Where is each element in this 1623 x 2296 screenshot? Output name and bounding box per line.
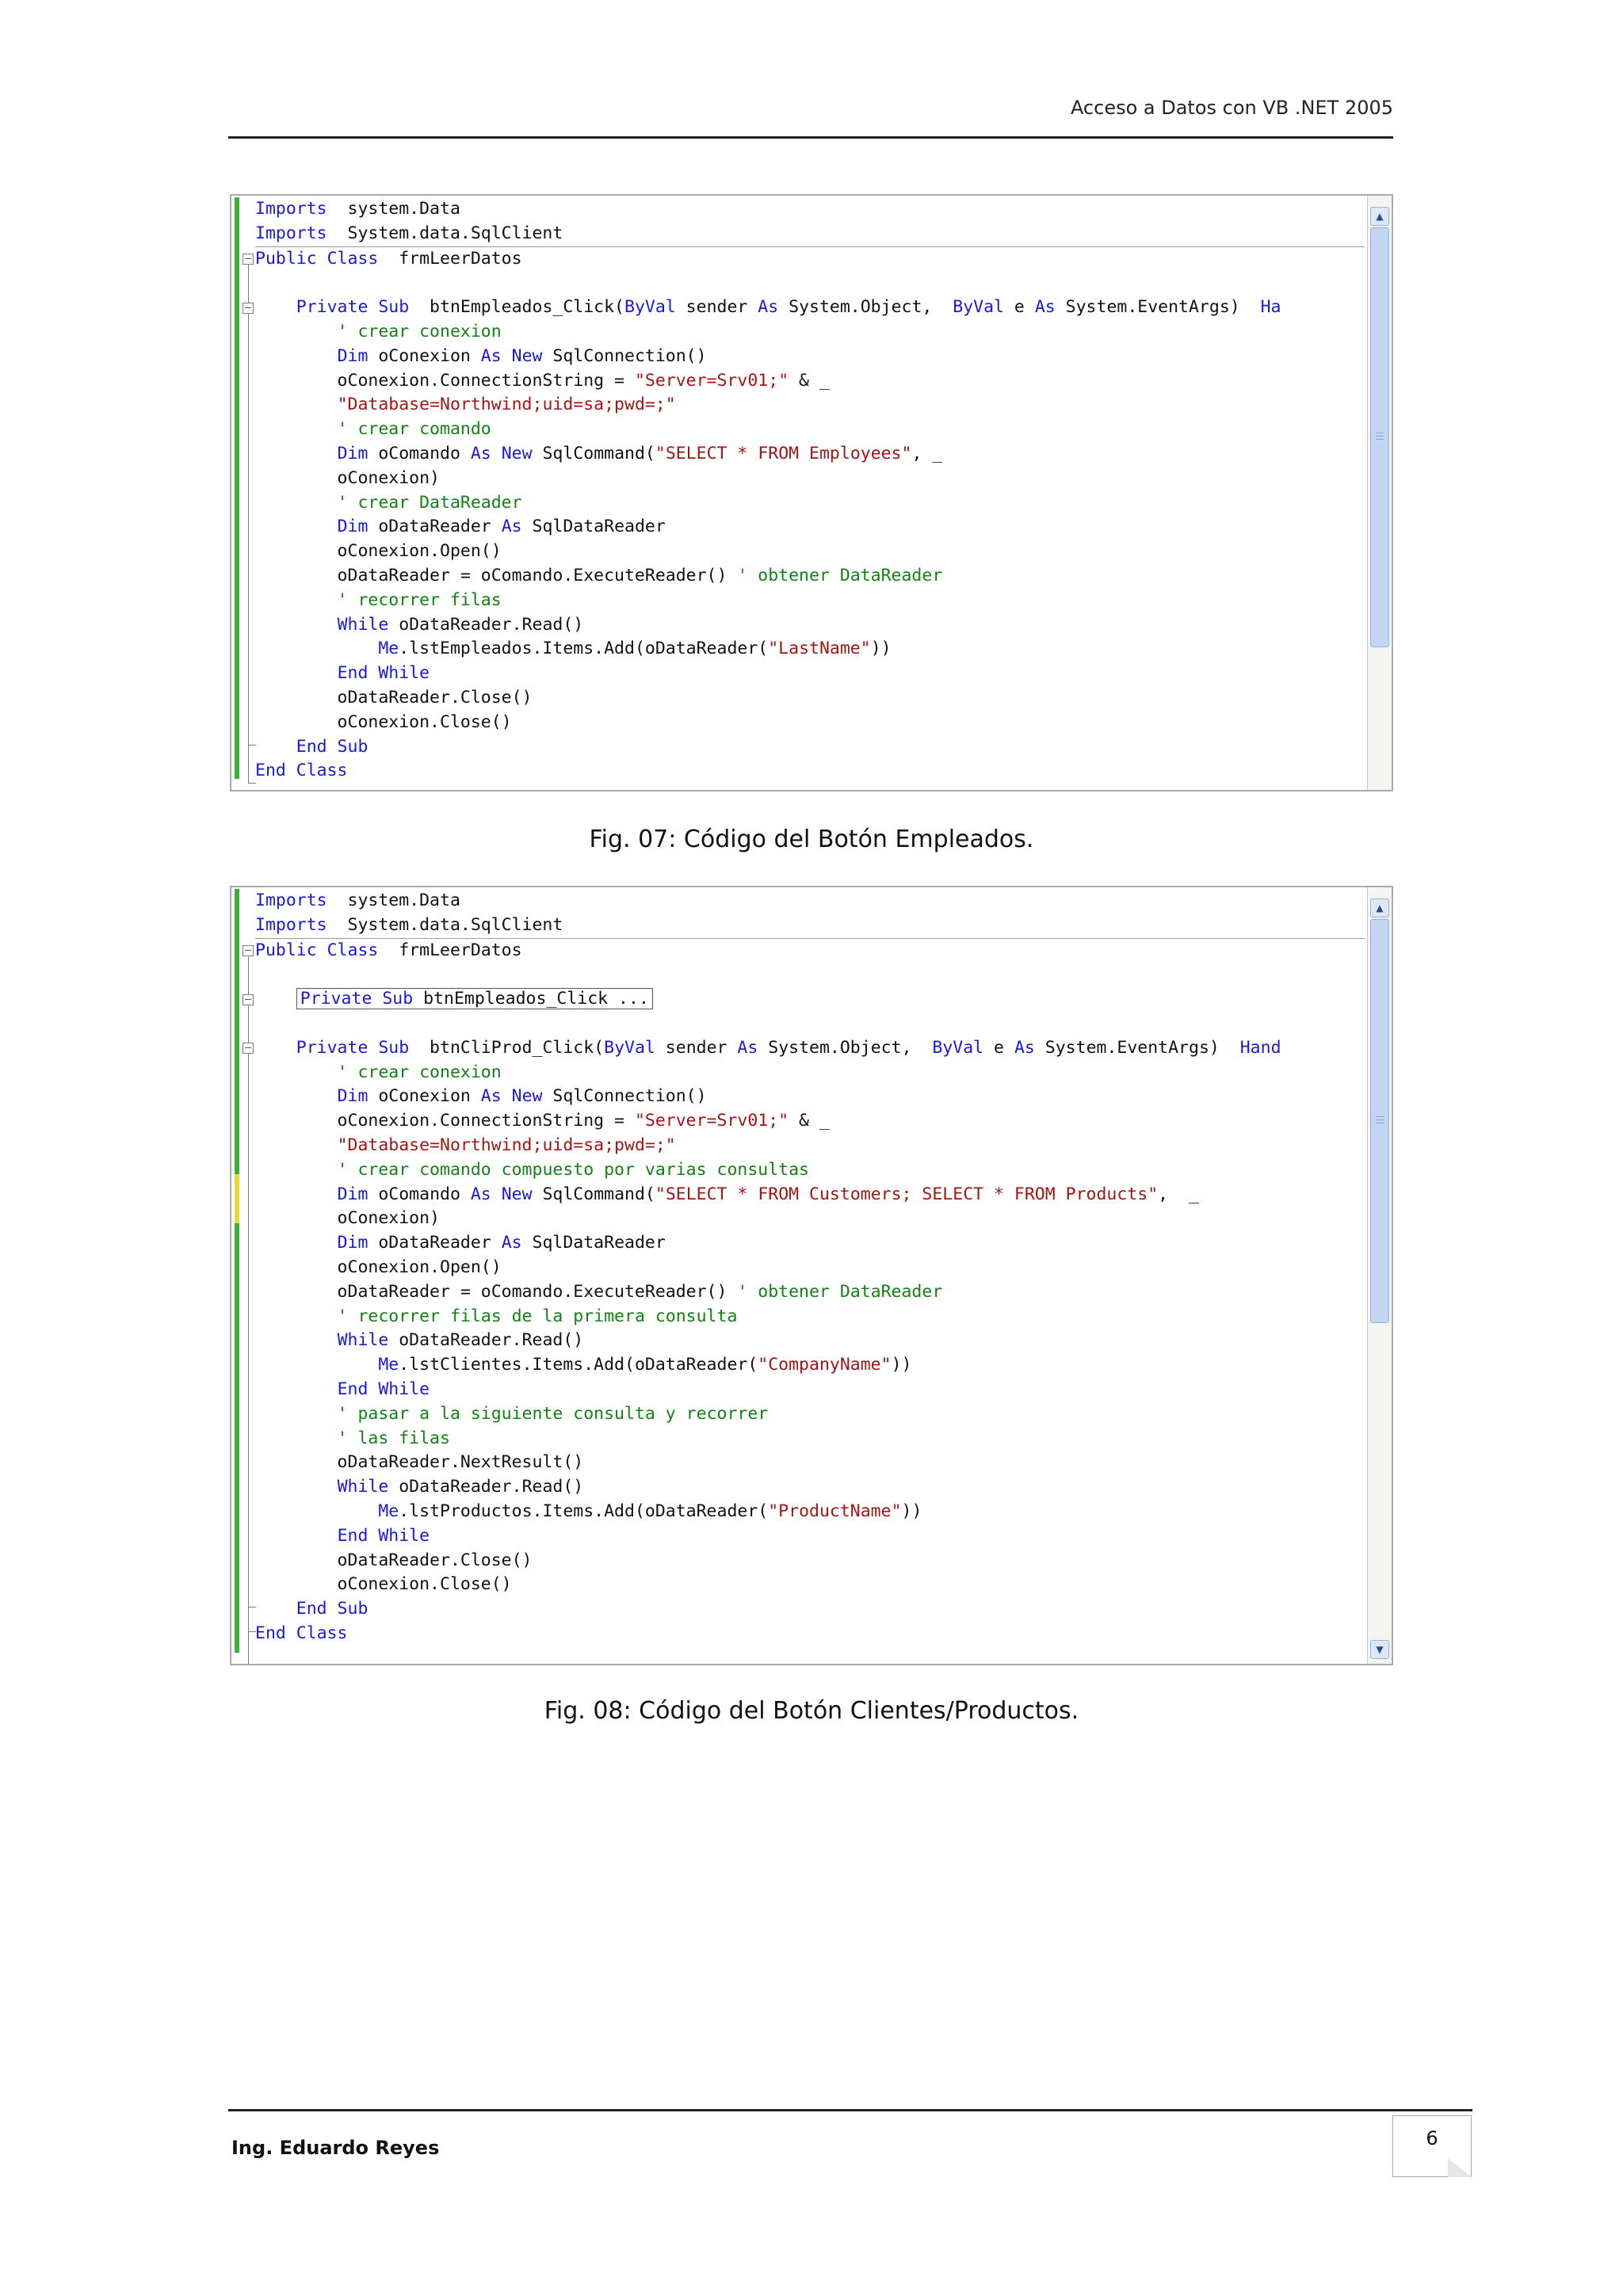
scroll-thumb[interactable] [1370, 227, 1389, 647]
code-text [255, 1306, 338, 1326]
code-text [255, 1404, 338, 1424]
code-editor-fig07 [230, 194, 1393, 791]
code-keyword: End Sub [296, 1599, 369, 1619]
code-line [255, 247, 1365, 272]
code-line [255, 418, 1365, 442]
code-line [255, 1549, 1365, 1573]
fold-guide [248, 265, 249, 784]
code-string: "SELECT * FROM Customers; SELECT * FROM Products" [655, 1184, 1159, 1204]
code-text: oConexion.Open() [255, 541, 502, 562]
code-line [255, 296, 1365, 320]
page-number-badge [1392, 2115, 1472, 2177]
code-keyword: Private Sub [296, 297, 410, 318]
code-text: oDataReader = oComando.ExecuteReader() [255, 1281, 738, 1302]
code-comment: ' crear DataReader [337, 492, 522, 513]
code-keyword: End While [337, 1525, 430, 1546]
code-text [255, 1355, 378, 1375]
code-text: System.EventArgs) [1055, 297, 1261, 318]
code-text: oConexion [368, 1086, 481, 1107]
code-text: .lstEmpleados.Items.Add(oDataReader( [399, 639, 769, 659]
code-text: .lstClientes.Items.Add(oDataReader( [399, 1355, 758, 1375]
code-comment: ' obtener DataReader [737, 565, 943, 585]
code-keyword: As [758, 297, 779, 318]
code-text: , _ [911, 443, 943, 463]
fold-collapse-icon[interactable] [242, 1043, 254, 1054]
unsaved-lines-indicator [235, 1174, 239, 1223]
code-keyword: As [1014, 1037, 1035, 1058]
figure-caption: Fig. 08: Código del Botón Clientes/Productos. [544, 1697, 1079, 1725]
collapsed-region[interactable]: Private Sub btnEmpleados_Click ... [296, 988, 653, 1009]
code-keyword: While [337, 614, 389, 635]
fold-collapse-icon[interactable] [242, 945, 254, 956]
code-line [255, 889, 1365, 913]
code-keyword: Dim [337, 517, 369, 537]
code-line [255, 222, 1365, 247]
code-text: & _ [789, 370, 830, 391]
code-keyword: As [501, 1233, 522, 1253]
code-line [255, 1256, 1365, 1280]
code-string: "ProductName" [768, 1501, 902, 1521]
code-line [255, 393, 1365, 418]
code-comment: ' las filas [337, 1428, 450, 1448]
code-string: "Database=Northwind;uid=sa;pwd=;" [337, 395, 676, 415]
vertical-scrollbar[interactable] [1367, 196, 1392, 790]
code-text [255, 639, 378, 658]
code-text: SqlConnection() [542, 1086, 707, 1107]
code-text: frmLeerDatos [378, 940, 522, 960]
code-text: SqlCommand( [532, 1184, 655, 1204]
fold-collapse-icon[interactable] [242, 303, 254, 314]
scroll-down-icon[interactable]: ▼ [1370, 1640, 1389, 1659]
code-keyword: Private Sub [296, 1037, 410, 1058]
code-line [255, 271, 1365, 296]
code-keyword: While [337, 1477, 389, 1497]
code-text: system.Data [327, 199, 460, 219]
code-text [255, 737, 296, 757]
code-keyword: Me [378, 1355, 399, 1375]
code-text [255, 1086, 338, 1106]
code-text: System.EventArgs) [1034, 1037, 1240, 1058]
code-line [255, 1061, 1365, 1085]
code-line [255, 1353, 1365, 1378]
code-line [255, 1622, 1365, 1646]
code-text [255, 395, 338, 414]
code-text [255, 297, 296, 317]
code-keyword: End While [337, 1379, 430, 1399]
code-string: "Database=Northwind;uid=sa;pwd=;" [337, 1135, 676, 1155]
code-line [255, 564, 1365, 589]
code-line [255, 686, 1365, 711]
code-text: oConexion [368, 345, 481, 366]
code-text: )) [870, 639, 892, 659]
code-text: oDataReader.Close() [255, 687, 533, 707]
code-text: oConexion) [255, 467, 440, 488]
code-text: system.Data [327, 891, 460, 910]
code-text: e [983, 1037, 1014, 1058]
code-text [255, 663, 338, 683]
code-text: btnCliProd_Click( [409, 1037, 605, 1058]
code-keyword: Public Class [255, 248, 379, 269]
code-text: oConexion.Open() [255, 1257, 502, 1277]
code-keyword: Imports [255, 914, 327, 935]
code-line [255, 637, 1365, 662]
code-listing[interactable] [255, 197, 1365, 784]
code-keyword: End Sub [296, 736, 369, 757]
code-text [255, 1330, 338, 1350]
code-keyword: ByVal [932, 1037, 984, 1058]
code-text: SqlDataReader [521, 517, 666, 537]
code-keyword: ByVal [953, 297, 1004, 318]
code-keyword: ByVal [604, 1037, 655, 1058]
code-text: oConexion.ConnectionString = [255, 1111, 635, 1131]
code-text: oDataReader.Read() [388, 1330, 584, 1351]
code-keyword: Public Class [255, 940, 379, 960]
code-line [255, 540, 1365, 564]
code-keyword: Dim [337, 1086, 369, 1107]
code-line [255, 1305, 1365, 1329]
code-line [255, 735, 1365, 760]
code-line [255, 613, 1365, 638]
code-line [255, 1109, 1365, 1134]
code-line [255, 1475, 1365, 1500]
code-text: SqlDataReader [521, 1233, 666, 1253]
code-line [255, 467, 1365, 491]
code-text: System.Object, [758, 1037, 933, 1058]
header-rule [228, 136, 1393, 139]
code-text: .lstProductos.Items.Add(oDataReader( [399, 1501, 769, 1521]
code-text [255, 1135, 338, 1155]
code-line [255, 1231, 1365, 1256]
code-comment: ' crear conexion [337, 1062, 502, 1082]
code-text: & _ [789, 1111, 830, 1131]
code-line [255, 662, 1365, 686]
code-string: "CompanyName" [758, 1355, 892, 1375]
code-text [255, 1160, 338, 1180]
scroll-up-icon[interactable]: ▲ [1370, 898, 1389, 917]
code-text: System.Object, [778, 297, 953, 318]
code-line [255, 711, 1365, 735]
code-text [255, 1477, 338, 1497]
code-text: sender [655, 1037, 738, 1058]
footer-rule [228, 2109, 1472, 2111]
code-keyword: End Class [255, 1623, 348, 1643]
code-text: SqlCommand( [532, 443, 655, 463]
scroll-thumb[interactable] [1370, 919, 1389, 1323]
code-line [255, 1451, 1365, 1475]
code-line [255, 939, 1365, 963]
code-string: "Server=Srv01;" [634, 1111, 789, 1131]
vertical-scrollbar[interactable] [1367, 887, 1392, 1664]
code-text: btnEmpleados_Click( [409, 297, 624, 318]
code-string: "Server=Srv01;" [634, 370, 789, 391]
code-line [255, 1134, 1365, 1158]
code-text: oConexion) [255, 1208, 440, 1229]
code-keyword: Hand [1239, 1037, 1281, 1058]
code-line [255, 1378, 1365, 1402]
code-line [255, 1280, 1365, 1305]
code-line [255, 369, 1365, 394]
code-text [255, 346, 338, 366]
code-text [255, 1599, 296, 1619]
code-text [255, 1501, 378, 1521]
code-line [255, 759, 1365, 784]
code-string: "SELECT * FROM Employees" [655, 443, 912, 463]
scroll-up-icon[interactable]: ▲ [1370, 207, 1389, 226]
code-text: oComando [368, 1184, 471, 1204]
code-line [255, 320, 1365, 345]
code-text: System.data.SqlClient [327, 914, 563, 935]
code-text [255, 419, 338, 439]
code-line [255, 1573, 1365, 1597]
code-keyword: While [337, 1330, 389, 1351]
changed-lines-indicator [235, 889, 239, 1653]
code-comment: ' crear comando compuesto por varias consultas [337, 1159, 809, 1180]
code-text: oDataReader.NextResult() [255, 1452, 584, 1473]
code-comment: ' obtener DataReader [737, 1281, 943, 1302]
figure-caption: Fig. 07: Código del Botón Empleados. [589, 826, 1034, 853]
code-line [255, 1183, 1365, 1207]
code-text: oConexion.Close() [255, 711, 512, 732]
code-keyword: End While [337, 663, 430, 684]
code-keyword: As New [480, 345, 543, 366]
code-line [255, 1597, 1365, 1622]
code-text: frmLeerDatos [378, 248, 522, 269]
code-text [255, 590, 338, 610]
code-line [255, 913, 1365, 939]
code-editor-fig08 [230, 886, 1393, 1665]
code-line [255, 1524, 1365, 1549]
code-keyword: Me [378, 1501, 399, 1521]
code-text [255, 1428, 338, 1448]
code-text: oDataReader [368, 517, 502, 537]
code-text [255, 444, 338, 463]
code-keyword: As [1034, 297, 1056, 318]
code-text: oDataReader.Read() [388, 1477, 584, 1497]
code-text [255, 493, 338, 513]
code-text [255, 1038, 296, 1058]
code-text: SqlConnection() [542, 345, 707, 366]
fold-guide [248, 956, 249, 1665]
code-text [255, 322, 338, 341]
footer-author: Ing. Eduardo Reyes [231, 2137, 440, 2159]
code-text: oDataReader.Close() [255, 1550, 533, 1570]
code-text: e [1003, 297, 1035, 318]
code-keyword: Imports [255, 223, 327, 243]
code-line [255, 491, 1365, 516]
code-keyword: As [737, 1037, 758, 1058]
code-line [255, 1427, 1365, 1451]
code-line [255, 1036, 1365, 1061]
code-text: oDataReader = oComando.ExecuteReader() [255, 565, 738, 585]
code-text [255, 517, 338, 536]
code-keyword: Ha [1260, 297, 1281, 318]
code-keyword: Imports [255, 199, 327, 219]
fold-expand-icon[interactable] [242, 994, 254, 1005]
page-number: 6 [1426, 2127, 1438, 2149]
code-keyword: As New [470, 443, 533, 463]
code-text [255, 989, 296, 1009]
changed-lines-indicator [235, 197, 239, 779]
code-string: "LastName" [768, 639, 871, 659]
code-comment: ' pasar a la siguiente consulta y recorrer [337, 1403, 769, 1424]
code-line [255, 1158, 1365, 1183]
code-keyword: Imports [255, 891, 327, 910]
running-header: Acceso a Datos con VB .NET 2005 [1070, 97, 1393, 119]
code-text: oComando [368, 443, 471, 463]
code-text [255, 1184, 338, 1204]
code-line [255, 345, 1365, 369]
code-text: )) [891, 1355, 912, 1375]
code-line [255, 963, 1365, 987]
code-comment: ' crear comando [337, 419, 491, 440]
code-comment: ' crear conexion [337, 321, 502, 341]
code-line [255, 987, 1365, 1012]
code-text [255, 1379, 338, 1399]
page-curl-icon [1448, 2158, 1472, 2177]
code-keyword: As New [470, 1184, 533, 1204]
code-text [255, 1526, 338, 1546]
code-text: sender [675, 297, 758, 318]
code-keyword: As New [480, 1086, 543, 1107]
code-text: , _ [1158, 1184, 1199, 1204]
code-line [255, 1085, 1365, 1109]
code-text: )) [901, 1501, 922, 1521]
code-text [255, 1062, 338, 1082]
code-comment: ' recorrer filas [337, 589, 502, 610]
code-text: oDataReader.Read() [388, 614, 584, 635]
code-text [255, 615, 338, 635]
code-line [255, 1207, 1365, 1231]
code-keyword: As [501, 517, 522, 537]
code-line [255, 1500, 1365, 1524]
code-line [255, 589, 1365, 613]
code-text: oDataReader [368, 1233, 502, 1253]
code-text: oConexion.ConnectionString = [255, 370, 635, 391]
code-comment: ' recorrer filas de la primera consulta [337, 1306, 738, 1326]
code-line [255, 1402, 1365, 1427]
code-line [255, 515, 1365, 540]
fold-collapse-icon[interactable] [242, 254, 254, 265]
code-keyword: Dim [337, 345, 369, 366]
code-text: System.data.SqlClient [327, 223, 563, 243]
code-line [255, 1012, 1365, 1036]
code-keyword: Dim [337, 1184, 369, 1204]
code-keyword: Me [378, 639, 399, 659]
code-keyword: Dim [337, 1233, 369, 1253]
code-line [255, 197, 1365, 222]
code-line [255, 1329, 1365, 1353]
code-keyword: Dim [337, 443, 369, 463]
code-text: oConexion.Close() [255, 1574, 512, 1595]
code-keyword: End Class [255, 761, 348, 781]
code-line [255, 442, 1365, 467]
code-keyword: ByVal [624, 297, 676, 318]
code-listing[interactable] [255, 889, 1365, 1646]
code-text [255, 1233, 338, 1253]
